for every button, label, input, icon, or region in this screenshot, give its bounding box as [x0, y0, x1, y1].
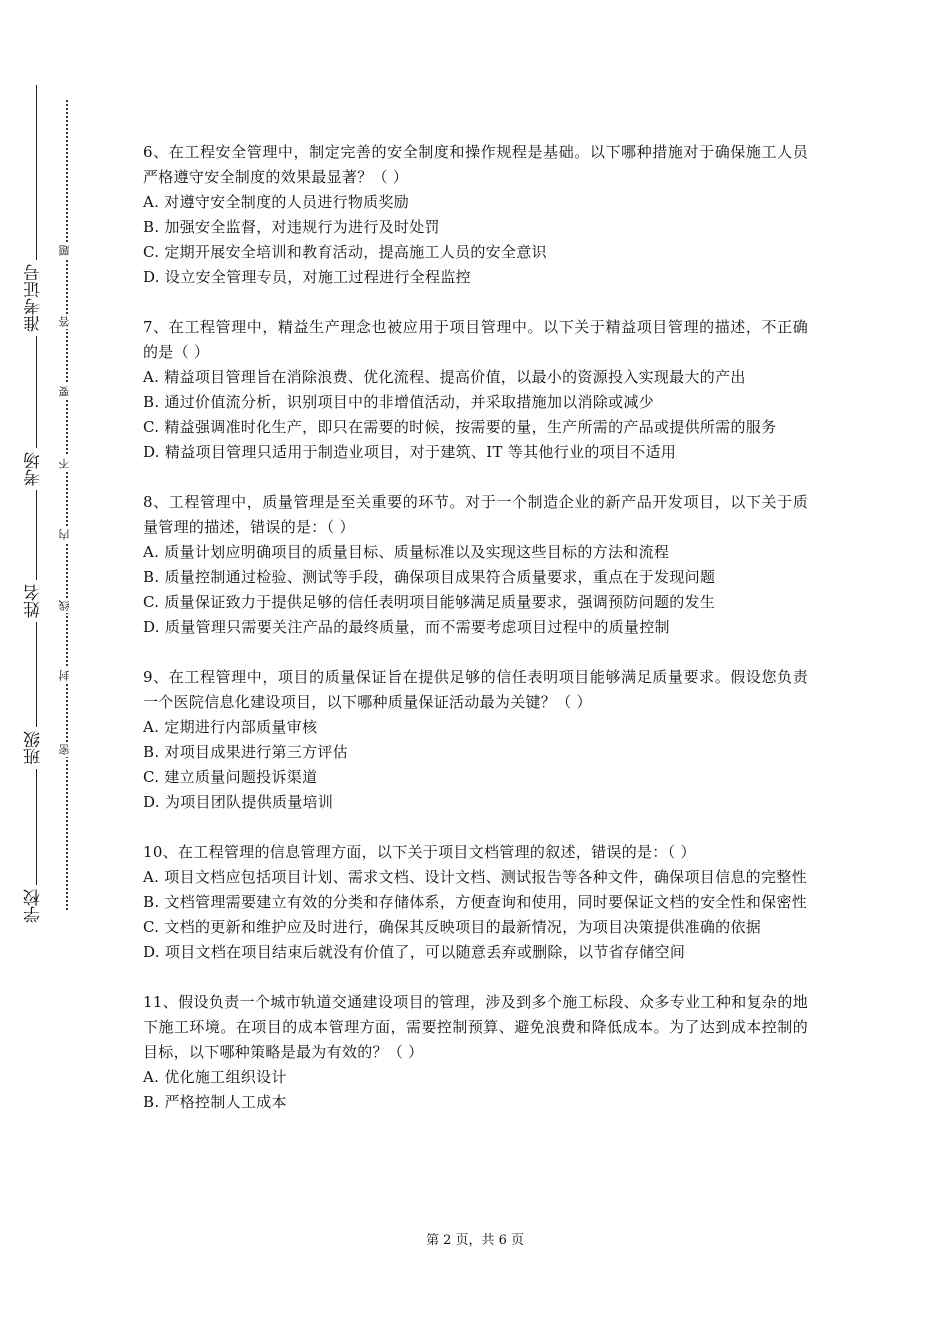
question-stem: 8、工程管理中，质量管理是至关重要的环节。对于一个制造企业的新产品开发项目，以下关于质量管理的描述，错误的是：（ ）: [143, 493, 808, 536]
question-stem: 9、在工程管理中，项目的质量保证旨在提供足够的信任表明项目能够满足质量要求。假设您负责一个医院信息化建设项目，以下哪种质量保证活动最为关键？（ ）: [143, 668, 808, 711]
seal-mark-yao: 要: [58, 384, 74, 399]
school-label: 学校: [24, 885, 48, 927]
option-b: B. 加强安全监督，对违规行为进行及时处罚: [143, 218, 440, 236]
option-d: D. 项目文档在项目结束后就没有价值了，可以随意丢弃或删除，以节省存储空间: [143, 943, 686, 961]
option-d: D. 为项目团队提供质量培训: [143, 793, 334, 811]
option-a: A. 对遵守安全制度的人员进行物质奖励: [143, 193, 410, 211]
binding-margin: [0, 0, 110, 1344]
page-number: 第 2 页，共 6 页: [425, 1233, 525, 1248]
exam-room-label: 考场: [24, 448, 48, 490]
option-c: C. 定期开展安全培训和教育活动，提高施工人员的安全意识: [143, 243, 547, 261]
question-stem: 11、假设负责一个城市轨道交通建设项目的管理，涉及到多个施工标段、众多专业工种和复杂的地下施工环境。在项目的成本管理方面，需要控制预算、避免浪费和降低成本。为了达到成本控制的目标，以下哪种策略是最为有效的？（ ）: [143, 993, 808, 1061]
option-a: A. 优化施工组织设计: [143, 1068, 287, 1086]
binding-solid-line: [36, 85, 37, 920]
question-list: [143, 140, 808, 1140]
student-name-label: 姓名: [24, 580, 48, 622]
option-b: B. 通过价值流分析，识别项目中的非增值活动，并采取措施加以消除或减少: [143, 393, 655, 411]
question-stem: 6、在工程安全管理中，制定完善的安全制度和操作规程是基础。以下哪种措施对于确保施工人员严格遵守安全制度的效果最显著？（ ）: [143, 143, 808, 186]
seal-mark-feng: 封: [58, 668, 74, 683]
question-10: [143, 840, 808, 965]
option-c: C. 建立质量问题投诉渠道: [143, 768, 318, 786]
option-a: A. 精益项目管理旨在消除浪费、优化流程、提高价值，以最小的资源投入实现最大的产出: [143, 368, 746, 386]
option-b: B. 严格控制人工成本: [143, 1093, 287, 1111]
seal-dotted-line: [66, 100, 68, 910]
option-d: D. 设立安全管理专员，对施工过程进行全程监控: [143, 268, 471, 286]
option-b: B. 对项目成果进行第三方评估: [143, 743, 349, 761]
seal-mark-nei: 内: [58, 527, 74, 542]
option-a: A. 定期进行内部质量审核: [143, 718, 318, 736]
option-c: C. 精益强调准时化生产，即只在需要的时候，按需要的量，生产所需的产品或提供所需的服务: [143, 418, 777, 436]
option-a: A. 项目文档应包括项目计划、需求文档、设计文档、测试报告等各种文件，确保项目信息的完整性: [143, 868, 807, 886]
seal-mark-ti: 题: [58, 243, 74, 258]
class-label: 班级: [24, 727, 48, 769]
option-d: D. 精益项目管理只适用于制造业项目，对于建筑、IT 等其他行业的项目不适用: [143, 443, 677, 461]
ticket-number-label: 准考证号: [24, 260, 48, 336]
question-6: [143, 140, 808, 290]
question-stem: 10、在工程管理的信息管理方面，以下关于项目文档管理的叙述，错误的是：（ ）: [143, 843, 696, 861]
option-a: A. 质量计划应明确项目的质量目标、质量标准以及实现这些目标的方法和流程: [143, 543, 670, 561]
question-7: [143, 315, 808, 465]
seal-mark-da: 答: [58, 314, 74, 329]
seal-mark-mi: 密: [58, 742, 74, 757]
option-d: D. 质量管理只需要关注产品的最终质量，而不需要考虑项目过程中的质量控制: [143, 618, 670, 636]
option-b: B. 文档管理需要建立有效的分类和存储体系，方便查询和使用，同时要保证文档的安全性和保密性: [143, 893, 808, 911]
option-c: C. 文档的更新和维护应及时进行，确保其反映项目的最新情况，为项目决策提供准确的依据: [143, 918, 762, 936]
option-b: B. 质量控制通过检验、测试等手段，确保项目成果符合质量要求，重点在于发现问题: [143, 568, 716, 586]
question-11: [143, 990, 808, 1115]
question-stem: 7、在工程管理中，精益生产理念也被应用于项目管理中。以下关于精益项目管理的描述，不正确的是（ ）: [143, 318, 808, 361]
seal-mark-bu: 不: [58, 456, 74, 471]
seal-mark-xian: 线: [58, 598, 74, 613]
question-8: [143, 490, 808, 640]
question-9: [143, 665, 808, 815]
option-c: C. 质量保证致力于提供足够的信任表明项目能够满足质量要求，强调预防问题的发生: [143, 593, 716, 611]
